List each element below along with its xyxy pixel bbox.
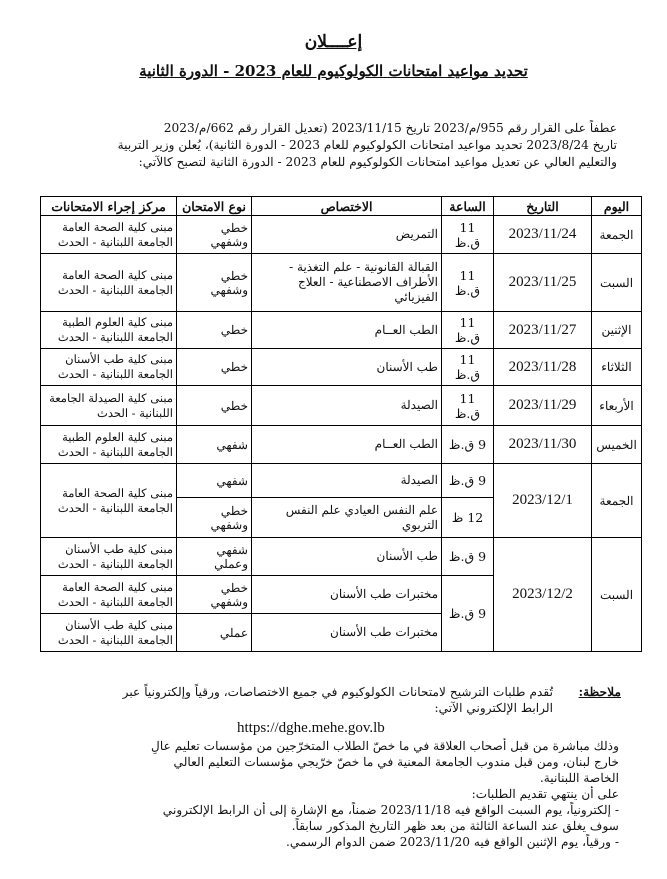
notes-line: الخاصة اللبنانية. [539,771,619,785]
cell-time: 9 ق.ظ [442,538,494,576]
header-date: التاريخ [494,197,592,216]
cell-specialty: مختبرات طب الأسنان [252,576,442,614]
cell-date: 2023/11/25 [494,254,592,312]
cell-date: 2023/11/29 [494,386,592,426]
registration-link[interactable]: https://dghe.mehe.gov.lb [237,720,385,736]
header-type: نوع الامتحان [177,197,252,216]
cell-center: مبنى كلية طب الأسنان الجامعة اللبنانية - الحدث [41,538,177,576]
table-header-row [41,197,642,216]
cell-day: السبت [592,538,642,652]
cell-date: 2023/11/24 [494,216,592,254]
cell-center: مبنى كلية الصحة العامة الجامعة اللبنانية - الحدث [41,254,177,312]
cell-day: الجمعة [592,464,642,538]
notes-section [47,684,619,850]
notes-line: سوف يغلق عند الساعة الثالثة من بعد ظهر التاريخ المذكور سابقاً. [291,819,619,833]
cell-type: شفهي [177,464,252,498]
notes-line: على أن ينتهي تقديم الطلبات: [471,787,619,801]
cell-type: شفهي وعملي [177,538,252,576]
header-specialty: الاختصاص [252,197,442,216]
notes-line: - إلكترونياً، يوم السبت الواقع فيه 2023/11/18 ضمناً، مع الإشارة إلى أن الرابط الإلكتروني [162,803,619,817]
cell-center: مبنى كلية الصحة العامة الجامعة اللبنانية - الحدث [41,576,177,614]
page-subtitle: تحديد مواعيد امتحانات الكولوكيوم للعام 2023 - الدورة الثانية [139,62,528,80]
cell-type: خطي وشفهي [177,254,252,312]
notes-line: تُقدم طلبات الترشيح لامتحانات الكولوكيوم في جميع الاختصاصات، ورقياً وإلكترونياً عبر [122,685,553,699]
cell-specialty: التمريض [252,216,442,254]
cell-day: الأربعاء [592,386,642,426]
cell-time: 11 ق.ظ [442,349,494,386]
cell-specialty: الصيدلة [252,464,442,498]
intro-line: تاريخ 2023/8/24 تحديد مواعيد امتحانات الكولوكيوم للعام 2023 - الدورة الثانية)، يُعلن وزير التربية [117,138,617,152]
header-time: الساعة [442,197,494,216]
cell-type: خطي [177,312,252,349]
cell-time: 9 ق.ظ [442,464,494,498]
notes-line: - ورقياً، يوم الإثنين الواقع فيه 2023/11/20 ضمن الدوام الرسمي. [286,835,619,849]
cell-day: الجمعة [592,216,642,254]
cell-date: 2023/12/1 [494,464,592,538]
table-row [41,538,642,576]
cell-specialty: الطب العــام [252,426,442,464]
cell-center: مبنى كلية طب الأسنان الجامعة اللبنانية - الحدث [41,614,177,652]
cell-day: الإثنين [592,312,642,349]
cell-date: 2023/11/27 [494,312,592,349]
cell-specialty: مختبرات طب الأسنان [252,614,442,652]
table-row [41,464,642,498]
cell-center: مبنى كلية الصحة العامة الجامعة اللبنانية - الحدث [41,216,177,254]
cell-time: 9 ق.ظ [442,426,494,464]
cell-type: شفهي [177,426,252,464]
cell-time: 12 ظ [442,498,494,538]
notes-line: وذلك مباشرة من قبل أصحاب العلاقة في ما خصّ الطلاب المتخرّجين من مؤسسات تعليم عالٍ [151,739,619,753]
cell-center: مبنى كلية طب الأسنان الجامعة اللبنانية - الحدث [41,349,177,386]
cell-time: 11 ق.ظ [442,312,494,349]
notes-line: الرابط الإلكتروني الآتي: [434,701,553,715]
table-row [41,216,642,254]
cell-type: خطي [177,386,252,426]
cell-type: خطي وشفهي [177,498,252,538]
table-row [41,312,642,349]
cell-date: 2023/12/2 [494,538,592,652]
cell-time: 11 ق.ظ [442,254,494,312]
cell-center: مبنى كلية الصيدلة الجامعة اللبنانية - الحدث [41,386,177,426]
cell-day: الثلاثاء [592,349,642,386]
table-row [41,349,642,386]
cell-specialty: القبالة القانونية - علم التغذية - الأطراف الاصطناعية - العلاج الفيزيائي [252,254,442,312]
schedule-table [40,196,642,652]
cell-time: 9 ق.ظ [442,576,494,652]
intro-line: والتعليم العالي عن تعديل مواعيد امتحانات الكولوكيوم للعام 2023 - الدورة الثانية لتصبح كالآتي: [138,155,617,169]
cell-type: خطي [177,349,252,386]
cell-specialty: طب الأسنان [252,349,442,386]
cell-date: 2023/11/30 [494,426,592,464]
cell-center: مبنى كلية العلوم الطبية الجامعة اللبنانية - الحدث [41,312,177,349]
cell-type: خطي وشفهي [177,216,252,254]
cell-time: 11 ق.ظ [442,216,494,254]
cell-specialty: طب الأسنان [252,538,442,576]
intro-line: عطفاً على القرار رقم 955/م/2023 تاريخ 2023/11/15 (تعديل القرار رقم 662/م/2023 [163,121,617,135]
page-title: إعــــلان [304,32,363,52]
cell-center: مبنى كلية العلوم الطبية الجامعة اللبنانية - الحدث [41,426,177,464]
cell-date: 2023/11/28 [494,349,592,386]
table-row [41,426,642,464]
cell-time: 11 ق.ظ [442,386,494,426]
header-center: مركز إجراء الامتحانات [41,197,177,216]
cell-specialty: الصيدلة [252,386,442,426]
cell-specialty: علم النفس العيادي علم النفس التربوي [252,498,442,538]
cell-type: خطي وشفهي [177,576,252,614]
cell-type: عملي [177,614,252,652]
table-row [41,254,642,312]
cell-day: السبت [592,254,642,312]
notes-label: ملاحظة: [578,685,621,699]
intro-paragraph [47,120,617,171]
cell-specialty: الطب العــام [252,312,442,349]
notes-line: خارج لبنان، ومن قبل مندوب الجامعة المعنية في ما خصّ خرّيجي مؤسسات التعليم العالي [173,755,619,769]
header-day: اليوم [592,197,642,216]
table-row [41,386,642,426]
cell-center: مبنى كلية الصحة العامة الجامعة اللبنانية - الحدث [41,464,177,538]
cell-day: الخميس [592,426,642,464]
